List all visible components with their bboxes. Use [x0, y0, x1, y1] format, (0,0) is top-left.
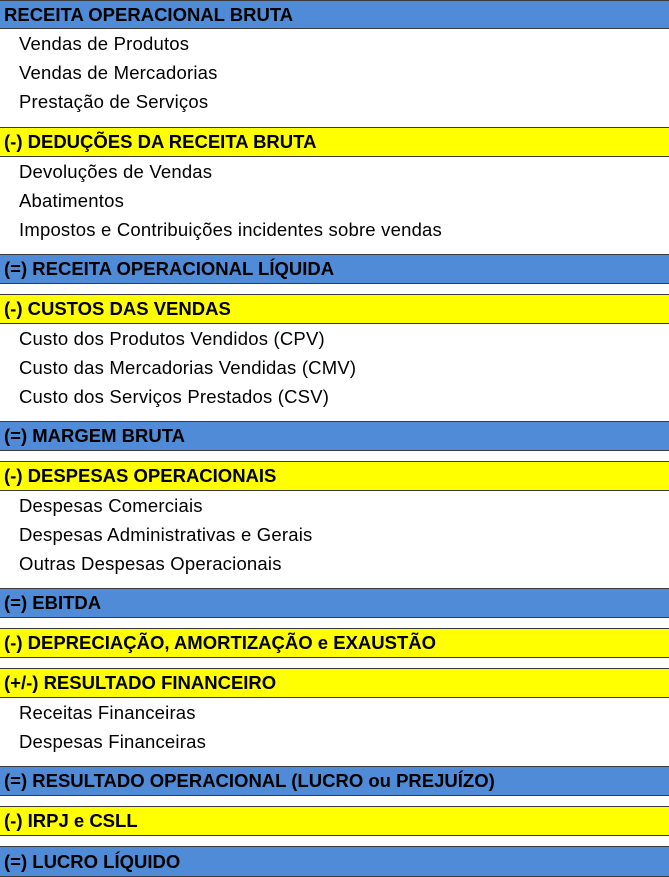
section-header-despesas-operacionais: (-) DESPESAS OPERACIONAIS: [0, 461, 669, 491]
section-header-deducoes-receita-bruta: (-) DEDUÇÕES DA RECEITA BRUTA: [0, 127, 669, 157]
line-item-impostos-contribuicoes: Impostos e Contribuições incidentes sobre vendas: [0, 215, 669, 245]
line-item-receitas-financeiras: Receitas Financeiras: [0, 698, 669, 727]
line-item-despesas-financeiras: Despesas Financeiras: [0, 727, 669, 757]
line-item-despesas-administrativas: Despesas Administrativas e Gerais: [0, 520, 669, 549]
section-header-margem-bruta: (=) MARGEM BRUTA: [0, 421, 669, 451]
section-header-depreciacao-amortizacao-exaustao: (-) DEPRECIAÇÃO, AMORTIZAÇÃO e EXAUSTÃO: [0, 628, 669, 658]
section-header-custos-das-vendas: (-) CUSTOS DAS VENDAS: [0, 294, 669, 324]
line-item-prestacao-de-servicos: Prestação de Serviços: [0, 87, 669, 117]
section-header-irpj-csll: (-) IRPJ e CSLL: [0, 806, 669, 836]
line-item-vendas-de-mercadorias: Vendas de Mercadorias: [0, 58, 669, 87]
line-item-cmv: Custo das Mercadorias Vendidas (CMV): [0, 353, 669, 382]
section-header-receita-operacional-bruta: RECEITA OPERACIONAL BRUTA: [0, 0, 669, 29]
line-item-outras-despesas-operacionais: Outras Despesas Operacionais: [0, 549, 669, 579]
line-item-devolucoes-de-vendas: Devoluções de Vendas: [0, 157, 669, 186]
section-header-resultado-operacional: (=) RESULTADO OPERACIONAL (LUCRO ou PREJUÍZO): [0, 766, 669, 796]
section-header-receita-operacional-liquida: (=) RECEITA OPERACIONAL LÍQUIDA: [0, 254, 669, 284]
line-item-csv: Custo dos Serviços Prestados (CSV): [0, 382, 669, 412]
section-header-lucro-liquido: (=) LUCRO LÍQUIDO: [0, 846, 669, 877]
line-item-vendas-de-produtos: Vendas de Produtos: [0, 29, 669, 58]
line-item-abatimentos: Abatimentos: [0, 186, 669, 215]
section-header-ebitda: (=) EBITDA: [0, 588, 669, 618]
section-header-resultado-financeiro: (+/-) RESULTADO FINANCEIRO: [0, 668, 669, 698]
line-item-despesas-comerciais: Despesas Comerciais: [0, 491, 669, 520]
line-item-cpv: Custo dos Produtos Vendidos (CPV): [0, 324, 669, 353]
